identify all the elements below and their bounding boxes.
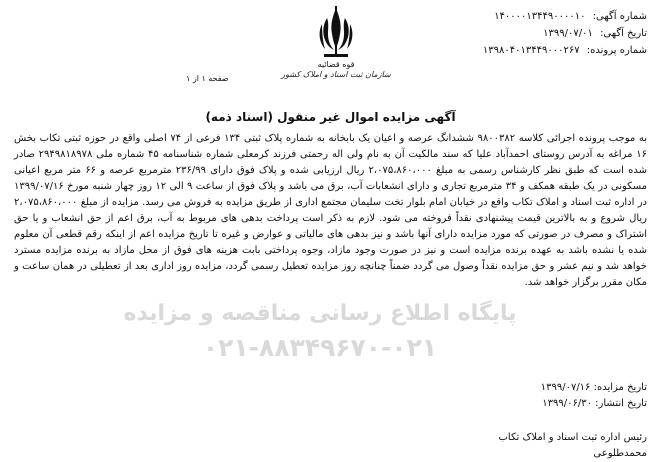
organization-name: سازمان ثبت اسناد و املاک کشور [281, 70, 391, 79]
judiciary-name: قوه قضائیه [317, 60, 355, 69]
auction-date-row [541, 380, 647, 396]
notice-title: آگهی مزایده اموال غیر منقول (اسناد ذمه) [205, 110, 456, 124]
notice-meta [447, 8, 647, 59]
notice-date-label: تاریخ آگهی: [600, 28, 647, 39]
file-number-label: شماره پرونده: [586, 45, 647, 56]
auction-date-value: ۱۳۹۹/۰۷/۱۶ [540, 382, 591, 393]
signer-name: محمدطلوعی [593, 448, 647, 459]
notice-body: به موجب پرونده اجرائی کلاسه ۹۸۰۰۳۸۲ ششدانگ عرصه و اعیان یک بابخانه به شماره پلاک ثبتی ۱۳۴ فرعی از ۷۴ اصلی واقع در حوزه ثبتی تکاب بخش ۱۶ مراغه به آدرس روستای احمدآباد علیا که سند مالکیت آن به نام ولی اله رحمتی فرزند کرمعلی شماره شناسنامه ۴۵ شماره ملی ۲۹۴۹۸۱۸۹۷۸ صادر شده است که طبق نظر کارشناس رسمی به مبلغ ۲،۰۷۵،۸۶۰،۰۰۰ ریال ارزیابی شده و پلاک فوق دارای ۲۳۶/۹۹ مترمربع عرصه و ۶۶ متر مربع اعیانی مسکونی در یک طبقه همکف و ۳۴ مترمربع تجاری و دارای انشعابات آب، برق می باشد و پلاک فوق از ساعت ۹ الی ۱۲ روز چهار شنبه مورخ ۱۳۹۹/۰۷/۱۶ در اداره ثبت اسناد و املاک تکاب واقع در خیابان امام بلوار تخت سلیمان مجتمع اداری از طریق مزایده به فروش می رسد. مزایده از مبلغ ۲،۰۷۵،۸۶۰،۰۰۰ ریال شروع و به بالاترین قیمت پیشنهادی نقداً فروخته می شود. لازم به ذکر است پرداخت بدهی های مربوط به آب، برق اعم از حق انشعاب و یا حق اشتراک و مصرف در صورتی که مورد مزایده دارای آنها باشد و نیز بدهی های مالیاتی و عوارض و غیره تا تاریخ مزایده اعم از اینکه رقم قطعی آن معلوم شده یا نشده باشد به عهده برنده مزایده است و نیز در صورت وجود مازاد، وجوه پرداختی بابت هزینه های فوق از محل مازاد به برنده مزایده مسترد خواهد شد و نیم عشر و حق مزایده نقداً وصول می گردد ضمناً چنانچه روز مزایده تعطیل رسمی گردد، مزایده روز اداری بعد از تعطیلی در همان ساعت و مکان مقرر برگزار خواهد شد. [14, 133, 647, 288]
notice-number-label: شماره آگهی: [592, 11, 647, 22]
publish-date-value: ۱۳۹۹/۰۶/۳۰ [542, 398, 592, 409]
watermark-text: پایگاه اطلاع رسانی مناقصه و مزایده [123, 301, 517, 326]
watermark-phone: ۰۲۱-۸۸۳۴۹۶۷۰-۰۲۱ [202, 333, 438, 362]
notice-number-value: ۱۴۰۰۰۰۱۳۴۴۹۰۰۰۰۱۰ [494, 11, 586, 22]
iran-emblem-icon [316, 4, 356, 62]
signature-block [499, 430, 647, 462]
notice-date-row [447, 25, 647, 42]
file-number-row [447, 42, 647, 59]
page-number: صفحه ۱ از ۱ [186, 74, 229, 83]
notice-dates [541, 380, 647, 412]
publish-date-label: تاریخ انتشار: [595, 398, 647, 409]
notice-number-row [447, 8, 647, 25]
file-number-value: ۱۳۹۸۰۴۰۱۳۴۴۹۰۰۰۲۶۷ [482, 45, 580, 56]
signer-title: رئیس اداره ثبت اسناد و املاک تکاب [498, 432, 647, 443]
notice-date-value: ۱۳۹۹/۰۷/۰۱ [543, 28, 593, 39]
auction-date-label: تاریخ مزایده: [593, 382, 647, 393]
publish-date-row [541, 396, 647, 412]
